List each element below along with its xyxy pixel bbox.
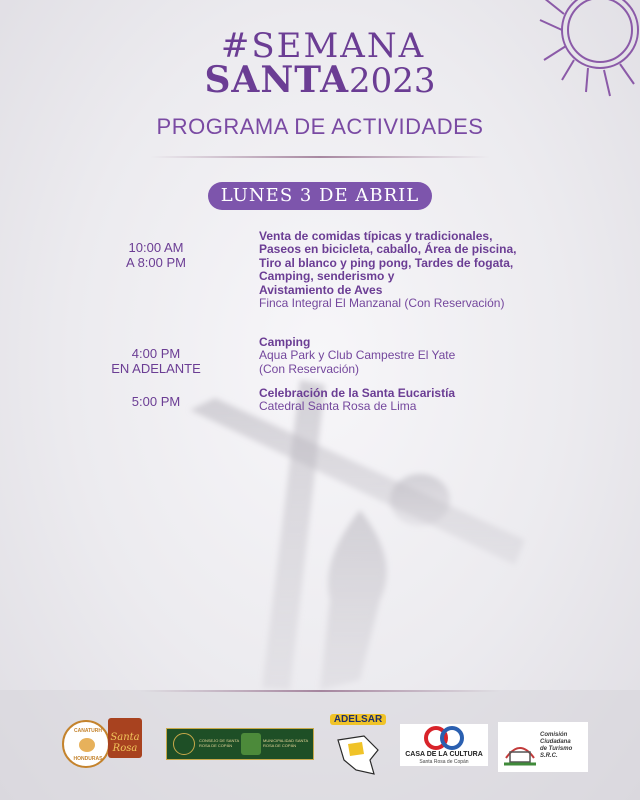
casa-cultura-subtitle: Santa Rosa de Copán [419, 759, 469, 765]
event-time-line: 10:00 AM [128, 240, 184, 255]
comision-building-icon [500, 728, 540, 768]
municipal-tree-icon [241, 733, 261, 755]
event-activity [259, 387, 559, 414]
event-title-line: Camping [259, 335, 311, 349]
event-title-line: Avistamiento de Aves [259, 282, 383, 297]
event-time [96, 394, 216, 409]
municipal-logo [166, 728, 314, 760]
casa-cultura-title: CASA DE LA CULTURA [405, 751, 483, 758]
comision-text-line: Comisión [540, 732, 568, 738]
canaturh-logo [62, 720, 110, 768]
canaturh-logo-subtext: HONDURAS [73, 756, 103, 762]
seal-text: Santa Rosa [110, 732, 140, 754]
bottom-divider [140, 690, 500, 692]
comision-turismo-logo [498, 722, 588, 772]
santa-rosa-seal-logo [108, 718, 142, 758]
page-subtitle: PROGRAMA DE ACTIVIDADES [156, 114, 484, 139]
event-time-line: EN ADELANTE [111, 361, 201, 376]
event-place-line: Catedral Santa Rosa de Lima [259, 399, 417, 414]
main-title [0, 58, 640, 109]
municipal-logo-left-text: CONSEJO DE SANTA ROSA DE COPÁN [199, 738, 239, 748]
top-divider [150, 156, 490, 158]
event-title-line: Celebración de la Santa Eucaristía [259, 386, 456, 400]
event-title-line: Camping, senderismo y [259, 269, 395, 284]
canaturh-logo-text: CANATURH [74, 728, 102, 734]
event-time-line: A 8:00 PM [126, 255, 186, 270]
adelsar-logo-text: ADELSAR [330, 714, 386, 725]
day-badge: LUNES 3 DE ABRIL [208, 182, 432, 210]
casa-cultura-emblem-icon [420, 726, 468, 750]
hashtag-title: #SEMANA [220, 26, 426, 66]
event-activity [259, 230, 559, 310]
event-time-line: 4:00 PM [131, 346, 181, 361]
municipal-logo-right-text: MUNICIPALIDAD SANTA ROSA DE COPÁN [263, 738, 308, 748]
main-title-year: 2023 [349, 61, 436, 101]
casa-cultura-logo [400, 724, 488, 766]
event-place-line: Finca Integral El Manzanal (Con Reservación) [259, 296, 505, 311]
comision-text-line: S.R.C. [540, 753, 558, 759]
event-time [96, 346, 216, 376]
comision-text-line: Ciudadana [540, 739, 571, 745]
event-title-line: Paseos en bicicleta, caballo, Área de piscina, [259, 242, 517, 257]
comision-text-line: de Turismo [540, 746, 573, 752]
event-place-line: Aqua Park y Club Campestre El Yate [259, 348, 456, 363]
main-title-bold: SANTA [204, 59, 350, 101]
municipal-seal-icon [173, 733, 195, 755]
event-title-line: Tiro al blanco y ping pong, Tardes de fogata, [259, 255, 514, 270]
adelsar-map-icon [334, 730, 382, 778]
canaturh-emblem-icon [79, 738, 95, 752]
comision-text [540, 732, 588, 760]
sponsor-logos [0, 710, 640, 790]
event-place-line: (Con Reservación) [259, 361, 360, 376]
event-activity [259, 336, 559, 376]
event-time [96, 240, 216, 270]
adelsar-logo [330, 714, 386, 780]
event-time-line: 5:00 PM [131, 394, 181, 409]
event-title-line: Venta de comidas típicas y tradicionales, [259, 229, 493, 243]
